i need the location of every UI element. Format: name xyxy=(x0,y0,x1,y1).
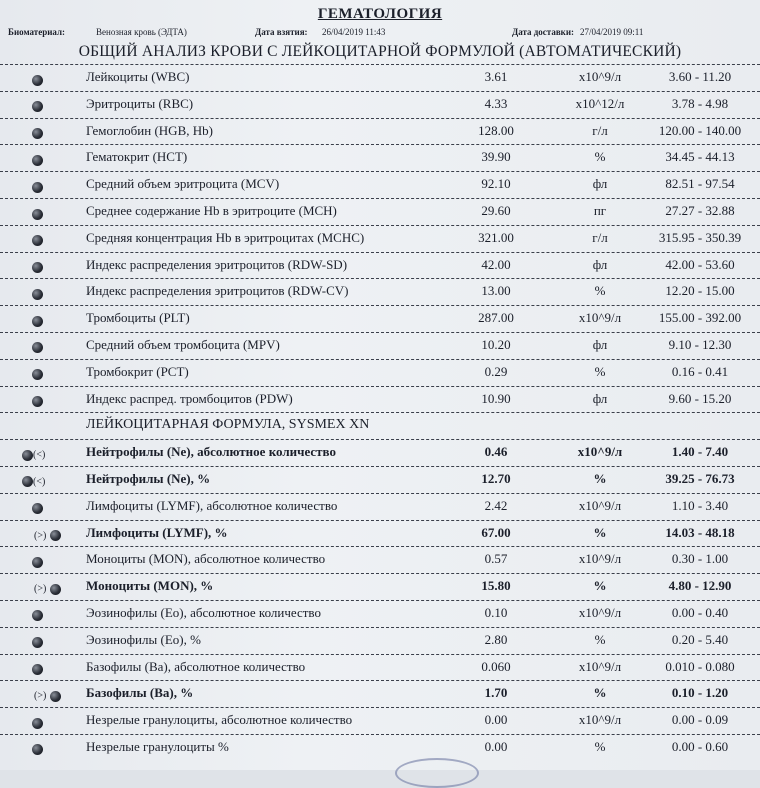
reference-range: 39.25 - 76.73 xyxy=(665,470,735,486)
test-value: 128.00 xyxy=(478,122,514,138)
test-unit: % xyxy=(594,363,606,379)
row-marker xyxy=(32,339,80,353)
abnormal-flag: (>) xyxy=(34,530,47,542)
test-unit: % xyxy=(594,631,606,647)
table-row xyxy=(0,707,760,734)
bullet-icon xyxy=(32,209,43,220)
test-value: 39.90 xyxy=(481,149,511,165)
test-value: 3.61 xyxy=(484,69,508,84)
bullet-icon xyxy=(32,503,43,514)
test-name: Гематокрит (HCT) xyxy=(86,149,188,165)
abnormal-flag: (>) xyxy=(34,583,47,595)
table-row xyxy=(0,627,760,654)
test-value: 0.00 xyxy=(484,738,508,754)
reference-range: 14.03 - 48.18 xyxy=(665,524,735,540)
row-marker xyxy=(32,205,80,219)
table-row xyxy=(0,198,760,225)
bullet-icon xyxy=(32,610,43,621)
test-name: Средняя концентрация Hb в эритроцитах (MCHC) xyxy=(86,229,365,245)
test-value: 0.57 xyxy=(484,551,508,567)
test-unit: % xyxy=(593,524,607,540)
test-name: Индекс распределения эритроцитов (RDW-CV) xyxy=(86,283,349,299)
test-unit: % xyxy=(593,685,607,701)
bullet-icon xyxy=(50,530,61,541)
bullet-icon xyxy=(32,637,43,648)
reference-range: 42.00 - 53.60 xyxy=(665,256,735,272)
table-row xyxy=(0,332,760,359)
table-row xyxy=(0,466,760,493)
bullet-icon xyxy=(32,718,43,729)
row-marker xyxy=(32,178,80,192)
test-unit: фл xyxy=(592,390,608,406)
test-name: Незрелые гранулоциты, абсолютное количество xyxy=(86,712,353,728)
bullet-icon xyxy=(32,396,43,407)
table-row xyxy=(0,386,760,413)
table-row xyxy=(0,305,760,332)
reference-range: 120.00 - 140.00 xyxy=(658,122,742,138)
bullet-icon xyxy=(32,664,43,675)
test-name: Моноциты (MON), абсолютное количество xyxy=(86,551,326,567)
delivery-date-value: 27/04/2019 09:11 xyxy=(580,27,644,37)
table-row xyxy=(0,64,760,91)
test-value: 15.80 xyxy=(481,578,511,594)
biomaterial-label: Биоматериал: xyxy=(8,27,66,37)
bullet-icon xyxy=(32,235,43,246)
test-unit: x10^9/л xyxy=(578,658,622,674)
report-title: ГЕМАТОЛОГИЯ xyxy=(317,6,443,22)
test-name: Индекс распределения эритроцитов (RDW-SD) xyxy=(86,256,348,272)
test-value: 0.00 xyxy=(484,712,508,728)
bullet-icon xyxy=(32,101,43,112)
row-marker xyxy=(34,580,82,594)
bullet-icon xyxy=(32,262,43,273)
test-name: Лейкоциты (WBC) xyxy=(86,69,190,84)
test-name: Эритроциты (RBC) xyxy=(86,95,194,111)
reference-range: 0.00 - 0.09 xyxy=(671,712,729,728)
reference-range: 4.80 - 12.90 xyxy=(668,578,732,594)
bullet-icon xyxy=(22,450,33,461)
report-meta xyxy=(0,27,760,43)
test-unit: x10^9/л xyxy=(578,604,622,620)
table-row xyxy=(0,91,760,118)
taken-date-value: 26/04/2019 11:43 xyxy=(322,27,386,37)
test-name: Эозинофилы (Eo), абсолютное количество xyxy=(86,604,321,620)
reference-range: 315.95 - 350.39 xyxy=(658,229,742,245)
table-row xyxy=(0,278,760,305)
table-row xyxy=(0,118,760,145)
test-unit: % xyxy=(593,578,607,594)
table-row xyxy=(0,171,760,198)
test-name: Незрелые гранулоциты % xyxy=(86,738,229,754)
abnormal-flag: (<) xyxy=(33,449,46,461)
reference-range: 1.40 - 7.40 xyxy=(671,444,729,460)
bullet-icon xyxy=(22,476,33,487)
test-value: 67.00 xyxy=(481,524,511,540)
test-value: 2.80 xyxy=(484,631,508,647)
test-value: 0.060 xyxy=(481,658,511,674)
reference-range: 34.45 - 44.13 xyxy=(665,149,735,165)
abnormal-flag: (>) xyxy=(34,690,47,702)
test-unit: г/л xyxy=(592,122,608,138)
reference-range: 3.78 - 4.98 xyxy=(671,95,729,111)
test-name: Базофилы (Ba), % xyxy=(86,685,194,701)
bullet-icon xyxy=(32,155,43,166)
biomaterial-value: Венозная кровь (ЭДТА) xyxy=(96,27,187,37)
reference-range: 0.10 - 1.20 xyxy=(671,685,729,701)
reference-range: 0.30 - 1.00 xyxy=(671,551,729,567)
test-unit: фл xyxy=(592,176,608,192)
row-marker xyxy=(32,393,80,407)
table-row xyxy=(0,573,760,600)
test-value: 92.10 xyxy=(481,176,511,192)
bullet-icon xyxy=(32,744,43,755)
stamp xyxy=(395,758,479,788)
row-marker xyxy=(32,500,80,514)
table-row xyxy=(0,520,760,547)
reference-range: 27.27 - 32.88 xyxy=(665,202,735,218)
test-value: 10.20 xyxy=(481,336,511,352)
test-unit: % xyxy=(593,470,607,486)
row-marker xyxy=(32,125,80,139)
table-row xyxy=(0,252,760,279)
table-row xyxy=(0,439,760,466)
test-name: Моноциты (MON), % xyxy=(86,578,214,594)
test-value: 10.90 xyxy=(481,390,511,406)
table-row xyxy=(0,493,760,520)
table-row xyxy=(0,546,760,573)
test-name: Нейтрофилы (Ne), % xyxy=(86,470,211,486)
bullet-icon xyxy=(32,316,43,327)
test-name: Гемоглобин (HGB, Hb) xyxy=(86,122,213,138)
test-unit: x10^12/л xyxy=(575,95,625,111)
test-value: 1.70 xyxy=(484,685,508,701)
bullet-icon xyxy=(50,691,61,702)
table-subheader xyxy=(0,412,760,439)
test-value: 2.42 xyxy=(484,497,508,513)
reference-range: 12.20 - 15.00 xyxy=(665,283,735,299)
row-marker xyxy=(32,366,80,380)
row-marker xyxy=(34,527,82,541)
reference-range: 0.20 - 5.40 xyxy=(671,631,729,647)
test-unit: пг xyxy=(593,202,607,218)
row-marker xyxy=(32,232,80,246)
reference-range: 9.60 - 15.20 xyxy=(668,390,732,406)
row-marker xyxy=(22,446,70,460)
table-row xyxy=(0,225,760,252)
test-value: 0.10 xyxy=(484,604,508,620)
row-marker xyxy=(32,312,80,326)
row-marker xyxy=(34,687,82,701)
table-row xyxy=(0,359,760,386)
reference-range: 3.60 - 11.20 xyxy=(668,69,732,84)
reference-range: 0.010 - 0.080 xyxy=(665,658,735,674)
test-value: 0.29 xyxy=(484,363,508,379)
taken-date-label: Дата взятия: xyxy=(255,27,308,37)
row-marker xyxy=(32,634,80,648)
test-name: Среднее содержание Hb в эритроците (MCH) xyxy=(86,202,337,218)
test-name: Индекс распред. тромбоцитов (PDW) xyxy=(86,390,293,406)
test-name: Нейтрофилы (Ne), абсолютное количество xyxy=(86,444,336,460)
test-unit: x10^9/л xyxy=(578,712,622,728)
bullet-icon xyxy=(32,289,43,300)
test-unit: г/л xyxy=(592,229,608,245)
bullet-icon xyxy=(32,557,43,568)
test-value: 287.00 xyxy=(478,310,514,326)
test-unit: % xyxy=(594,283,606,299)
row-marker xyxy=(32,98,80,112)
test-name: ЛЕЙКОЦИТАРНАЯ ФОРМУЛА, SYSMEX XN xyxy=(86,417,370,433)
test-name: Базофилы (Ba), абсолютное количество xyxy=(86,658,306,674)
test-name: Тромбокрит (PCT) xyxy=(86,363,189,379)
bullet-icon xyxy=(32,369,43,380)
reference-range: 9.10 - 12.30 xyxy=(668,336,732,352)
abnormal-flag: (<) xyxy=(33,476,46,488)
reference-range: 82.51 - 97.54 xyxy=(665,176,735,192)
delivery-date-label: Дата доставки: xyxy=(512,27,575,37)
test-name: Средний объем тромбоцита (MPV) xyxy=(86,336,280,352)
row-marker xyxy=(32,661,80,675)
test-value: 0.46 xyxy=(484,444,508,460)
test-name: Средний объем эритроцита (MCV) xyxy=(86,176,280,192)
test-value: 29.60 xyxy=(481,202,511,218)
reference-range: 0.00 - 0.60 xyxy=(671,738,729,754)
test-unit: x10^9/л xyxy=(578,69,622,84)
test-name: Тромбоциты (PLT) xyxy=(86,310,190,326)
row-marker xyxy=(32,714,80,728)
row-marker xyxy=(32,259,80,273)
test-unit: x10^9/л xyxy=(578,551,622,567)
test-value: 321.00 xyxy=(478,229,514,245)
table-row xyxy=(0,144,760,171)
bullet-icon xyxy=(32,342,43,353)
test-value: 13.00 xyxy=(481,283,511,299)
row-marker xyxy=(32,285,80,299)
test-value: 42.00 xyxy=(481,256,511,272)
reference-range: 0.16 - 0.41 xyxy=(671,363,729,379)
test-value: 4.33 xyxy=(484,95,508,111)
test-unit: фл xyxy=(592,256,608,272)
row-marker xyxy=(32,553,80,567)
test-unit: фл xyxy=(592,336,608,352)
table-row xyxy=(0,734,760,761)
test-unit: x10^9/л xyxy=(578,497,622,513)
row-marker xyxy=(32,607,80,621)
test-unit: x10^9/л xyxy=(577,444,623,460)
section-title: ОБЩИЙ АНАЛИЗ КРОВИ С ЛЕЙКОЦИТАРНОЙ ФОРМУЛОЙ (АВТОМАТИЧЕСКИЙ) xyxy=(78,43,682,60)
reference-range: 0.00 - 0.40 xyxy=(671,604,729,620)
test-unit: % xyxy=(594,149,606,165)
bullet-icon xyxy=(32,75,43,86)
table-row xyxy=(0,600,760,627)
test-unit: x10^9/л xyxy=(578,310,622,326)
test-name: Лимфоциты (LYMF), абсолютное количество xyxy=(86,497,338,513)
row-marker xyxy=(32,151,80,165)
bullet-icon xyxy=(32,182,43,193)
table-row xyxy=(0,654,760,681)
row-marker xyxy=(32,741,80,755)
bullet-icon xyxy=(32,128,43,139)
test-name: Эозинофилы (Eo), % xyxy=(86,631,201,647)
table-row xyxy=(0,680,760,707)
results-table xyxy=(0,64,760,761)
reference-range: 155.00 - 392.00 xyxy=(658,310,742,326)
row-marker xyxy=(32,71,80,85)
test-unit: % xyxy=(594,738,606,754)
row-marker xyxy=(22,473,70,487)
reference-range: 1.10 - 3.40 xyxy=(671,497,729,513)
test-value: 12.70 xyxy=(481,470,511,486)
bullet-icon xyxy=(50,584,61,595)
test-name: Лимфоциты (LYMF), % xyxy=(86,524,228,540)
